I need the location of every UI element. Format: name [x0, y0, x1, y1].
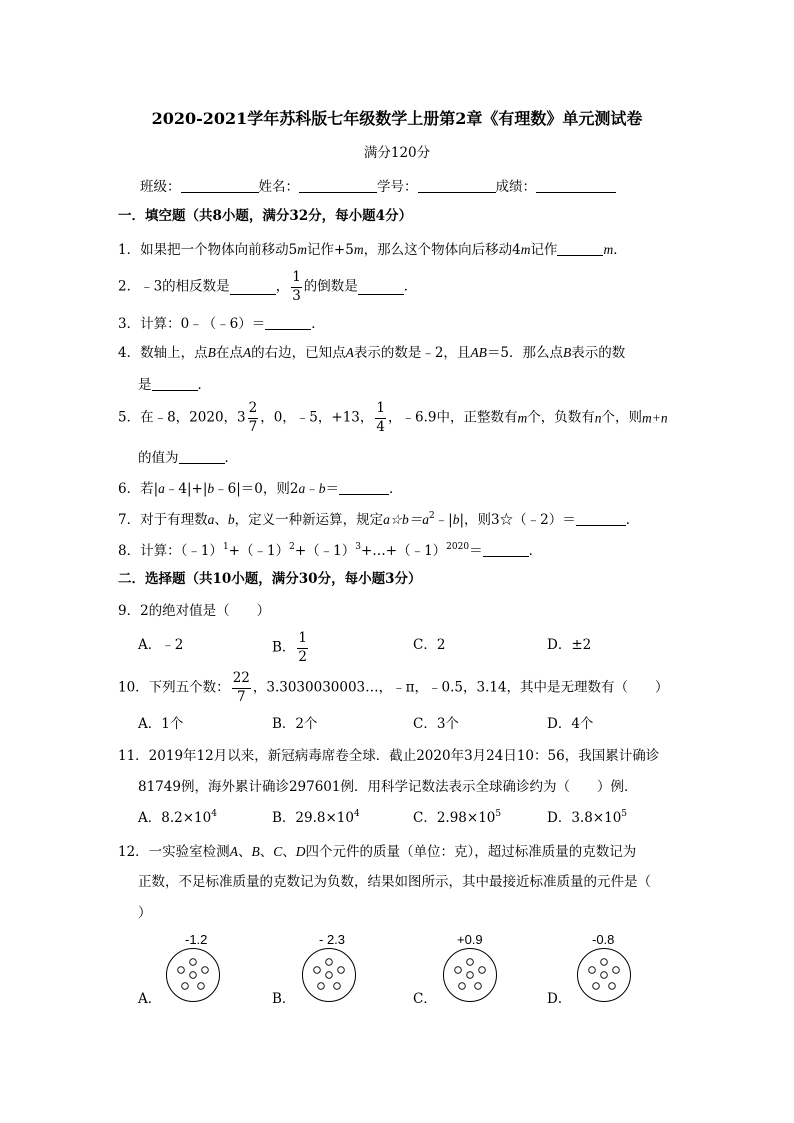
q5-var: m	[517, 410, 528, 426]
q5-var: m+n	[641, 410, 668, 426]
frac-denominator: 3	[292, 287, 301, 304]
q7-text: 7．对于有理数	[118, 512, 208, 528]
q8-exponent: 3	[355, 542, 361, 552]
q9-option-b[interactable]	[272, 632, 310, 664]
q8-text: +…+（﹣1）	[360, 543, 447, 559]
q5-text: ，﹣6.9中，正整数有	[387, 409, 518, 426]
q2-answer-blank-1[interactable]	[230, 280, 276, 295]
q7-text: 、	[214, 512, 228, 528]
q10-option-d[interactable]: D．4个	[547, 716, 594, 732]
q10-option-b[interactable]: B．2个	[272, 716, 318, 732]
q8-text: ＝	[469, 543, 483, 559]
option-exponent: 4	[211, 809, 217, 819]
option-letter: C．	[413, 991, 437, 1007]
score-blank[interactable]	[536, 178, 616, 193]
q7-text: ．	[625, 512, 640, 528]
q9-option-c[interactable]: C．2	[413, 637, 446, 653]
q6-text: ﹣6|＝0，则2	[214, 481, 299, 497]
q12-option-c[interactable]	[413, 930, 533, 1010]
question-5	[118, 402, 668, 434]
option-letter: A．	[138, 991, 162, 1007]
q1-var: m	[520, 242, 531, 257]
question-8	[118, 542, 542, 559]
q5-fraction-1	[248, 402, 259, 434]
q5-text: 的值为	[138, 450, 179, 466]
full-score: 满分120分	[363, 145, 431, 161]
q8-exponent: 2	[289, 542, 295, 552]
number-label: 学号：	[377, 179, 418, 195]
component-mass-label: - 2.3	[319, 932, 346, 947]
q1-text: 记作+5	[306, 242, 354, 258]
q7-answer-blank[interactable]	[576, 511, 626, 526]
q4-var: A	[345, 345, 354, 360]
frac-numerator: 1	[291, 271, 302, 288]
q12-option-d[interactable]	[547, 930, 667, 1010]
frac-numerator: 2	[248, 402, 259, 419]
q8-text: +（﹣1）	[294, 543, 356, 559]
component-disc-icon	[164, 946, 222, 1004]
q4-text: 是	[138, 377, 152, 393]
q6-var: b	[318, 481, 326, 496]
frac-numerator: 1	[375, 402, 386, 419]
q12-option-a[interactable]	[138, 930, 258, 1010]
question-12-line-1	[118, 845, 636, 860]
q1-text: 1．如果把一个物体向前移动5	[118, 242, 298, 258]
q8-exponent: 2020	[446, 542, 470, 552]
question-1	[118, 241, 627, 258]
q5-text: 个，则	[601, 409, 642, 426]
component-disc-icon	[575, 946, 633, 1004]
question-5-line-2	[138, 449, 238, 466]
q6-text: ＝	[325, 481, 339, 497]
q8-text: ．	[528, 543, 543, 559]
q11-option-d[interactable]	[547, 809, 628, 826]
option-letter: D．	[547, 991, 572, 1007]
q1-var: m	[603, 242, 614, 257]
frac-denominator: 7	[248, 418, 258, 435]
q5-text: ，0，﹣5，+13，	[260, 409, 374, 426]
q1-text: ．	[613, 242, 627, 258]
q8-answer-blank[interactable]	[483, 542, 529, 557]
q4-answer-blank[interactable]	[152, 376, 198, 391]
question-3	[118, 315, 325, 332]
option-letter: B．	[272, 991, 296, 1007]
q1-var: m	[353, 242, 364, 257]
q12-option-b[interactable]	[272, 930, 392, 1010]
option-exponent: 5	[495, 809, 502, 819]
q11-option-a[interactable]	[138, 809, 217, 826]
q4-text: 的右边，已知点	[251, 345, 346, 361]
page-title: 2020-2021学年苏科版七年级数学上册第2章《有理数》单元测试卷	[151, 109, 643, 128]
q9-fraction	[297, 632, 308, 664]
q8-exponent: 1	[222, 542, 229, 552]
section-1-heading: 一．填空题（共8小题，满分32分，每小题4分）	[118, 208, 413, 224]
option-text: A．8.2×10	[138, 810, 212, 826]
q12-text: 、	[237, 844, 252, 860]
q2-answer-blank-2[interactable]	[358, 280, 404, 295]
q3-answer-blank[interactable]	[265, 315, 311, 330]
q1-text: ，那么这个物体向后移动4	[363, 242, 521, 258]
q6-text: ．	[388, 481, 403, 497]
q1-var: m	[297, 242, 307, 257]
q7-var: a	[207, 512, 215, 527]
q5-var: n	[594, 410, 602, 426]
q4-text: 表示的数是﹣2，且	[353, 345, 471, 361]
q12-var: B	[251, 844, 260, 859]
name-blank[interactable]	[299, 178, 377, 193]
q11-option-c[interactable]	[413, 809, 502, 826]
q10-option-c[interactable]: C．3个	[413, 716, 459, 732]
component-disc-icon	[441, 946, 499, 1004]
frac-denominator: 7	[236, 688, 246, 705]
q1-answer-blank[interactable]	[557, 241, 603, 256]
question-12-line-3: ）	[138, 905, 152, 921]
q12-var: D	[295, 844, 306, 859]
section-2-heading: 二．选择题（共10小题，满分30分，每小题3分）	[118, 571, 422, 587]
option-text: D．3.8×10	[547, 810, 622, 826]
q7-text: ﹣|	[434, 512, 453, 528]
q10-text: ，3.3030030003…，﹣π，﹣0.5，3.14，其中是无理数有（ ）	[252, 679, 669, 696]
q12-var: A	[229, 844, 238, 859]
q8-text: 8．计算：（﹣1）	[118, 543, 223, 559]
q4-var: AB	[470, 345, 487, 360]
q6-text: 6．若|	[118, 481, 159, 497]
q5-fraction-2	[375, 402, 386, 434]
q2-text: 的倒数是	[303, 278, 358, 295]
question-10-stem	[118, 672, 669, 704]
score-label: 成绩：	[495, 179, 536, 195]
q4-text: 在点	[215, 345, 243, 361]
q12-text: 四个元件的质量（单位：克），超过标准质量的克数记为	[305, 844, 637, 860]
q3-text: 3．计算：0﹣（﹣6）＝	[118, 316, 266, 332]
component-disc-icon	[300, 946, 358, 1004]
q10-text: 10．下列五个数：	[118, 679, 230, 696]
frac-denominator: 2	[298, 648, 308, 665]
q2-text: ．	[403, 278, 418, 295]
q4-text: 表示的数	[571, 345, 626, 361]
q2-text: ，	[275, 278, 290, 295]
q10-option-a[interactable]: A．1个	[138, 716, 184, 732]
frac-numerator: 1	[297, 632, 308, 649]
q7-expression: a☆b＝a	[383, 512, 429, 527]
q9-option-d[interactable]: D．±2	[547, 637, 592, 653]
component-mass-label: +0.9	[457, 932, 483, 947]
class-blank[interactable]	[181, 178, 259, 193]
q1-text: 记作	[530, 242, 558, 258]
question-11-line-1: 11．2019年12月以来，新冠病毒席卷全球．截止2020年3月24日10：56，我国累计确诊	[118, 748, 660, 764]
frac-denominator: 4	[376, 418, 385, 435]
q4-var: A	[242, 345, 252, 360]
q7-exponent: 2	[428, 511, 435, 521]
option-text: C．2.98×10	[413, 810, 496, 826]
option-exponent: 4	[353, 809, 360, 819]
question-11-line-2: 81749例，海外累计确诊297601例．用科学记数法表示全球确诊约为（ ）例．	[138, 779, 638, 795]
q6-text: ﹣4|+|	[164, 481, 208, 497]
q6-answer-blank[interactable]	[339, 480, 389, 495]
question-4-line-2	[138, 376, 211, 393]
question-4	[118, 346, 625, 361]
name-label: 姓名：	[258, 179, 299, 195]
q8-text: +（﹣1）	[228, 543, 290, 559]
q5-text: 5．在﹣8，2020，3	[118, 409, 246, 426]
component-mass-label: -0.8	[592, 932, 615, 947]
option-text: B．29.8×10	[272, 810, 354, 826]
q6-var: b	[207, 481, 215, 496]
q5-text: ．	[224, 450, 238, 466]
q2-text: 2．﹣3的相反数是	[118, 278, 230, 295]
q12-text: 、	[259, 844, 274, 860]
question-6	[118, 480, 402, 497]
class-label: 班级：	[140, 179, 181, 195]
q7-var: b	[452, 512, 460, 527]
question-2	[118, 271, 417, 303]
q4-var: B	[563, 345, 572, 360]
q12-var: C	[273, 844, 283, 859]
q6-var: a	[158, 481, 165, 496]
q5-answer-blank[interactable]	[179, 449, 225, 464]
info-line	[140, 178, 616, 195]
option-letter: B．	[272, 639, 296, 656]
q12-text: 、	[282, 844, 296, 860]
q11-option-b[interactable]	[272, 809, 360, 826]
q7-var: b	[227, 512, 235, 527]
question-7	[118, 511, 639, 528]
q6-text: ﹣	[305, 481, 319, 497]
question-9-stem: 9．2的绝对值是（ ）	[118, 603, 271, 619]
q3-text: ．	[311, 316, 325, 332]
q4-text: ＝5．那么点	[486, 345, 564, 361]
q5-text: 个，负数有	[527, 409, 595, 426]
q6-var: a	[298, 481, 306, 496]
q9-option-a[interactable]: A．﹣2	[138, 637, 184, 653]
q10-fraction	[232, 672, 251, 704]
q12-text: 12．一实验室检测	[118, 844, 230, 860]
question-12-line-2: 正数，不足标准质量的克数记为负数，结果如图所示，其中最接近标准质量的元件是（	[138, 874, 651, 890]
q4-text: ．	[197, 377, 211, 393]
frac-numerator: 22	[232, 672, 251, 689]
q7-text: |，则3☆（﹣2）＝	[459, 512, 576, 528]
number-blank[interactable]	[418, 178, 496, 193]
option-exponent: 5	[621, 809, 628, 819]
q7-text: ，定义一种新运算，规定	[234, 512, 384, 528]
q2-fraction	[291, 271, 302, 303]
component-mass-label: -1.2	[185, 932, 208, 947]
q4-var: B	[207, 345, 216, 360]
q4-text: 4．数轴上，点	[118, 345, 208, 361]
